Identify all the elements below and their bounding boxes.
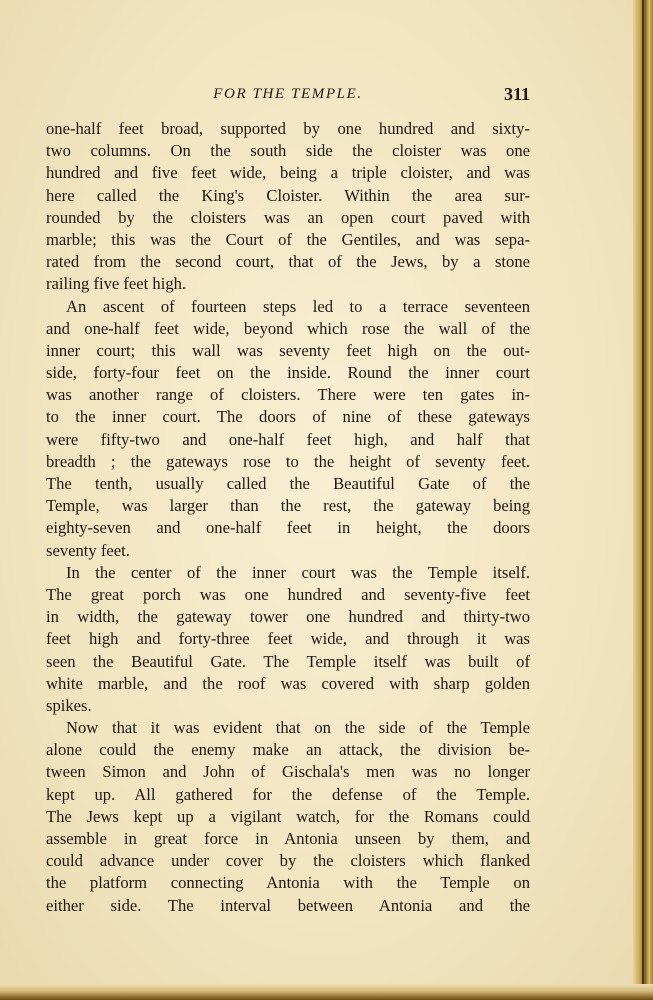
page-number: 311 xyxy=(503,84,530,104)
text-line: seen the Beautiful Gate. The Temple itself was built of xyxy=(46,651,530,671)
text-line: tween Simon and John of Gischala's men was no longer xyxy=(46,762,530,782)
text-line: marble; this was the Court of the Gentiles, and was sepa- xyxy=(46,229,530,249)
text-line: side, forty-four feet on the inside. Round the inner court xyxy=(46,363,530,383)
page-bottom-edge xyxy=(0,984,653,1000)
text-line: rounded by the cloisters was an open court paved with xyxy=(46,207,530,227)
text-line: An ascent of fourteen steps led to a terrace seventeen xyxy=(66,296,530,316)
text-line: The Jews kept up a vigilant watch, for the Romans could xyxy=(46,806,530,826)
text-line: in width, the gateway tower one hundred and thirty-two xyxy=(46,607,530,627)
text-line: rated from the second court, that of the Jews, by a stone xyxy=(46,252,530,272)
text-line: white marble, and the roof was covered with sharp golden xyxy=(46,673,530,693)
text-line: either side. The interval between Antonia and the xyxy=(46,895,530,915)
body-text xyxy=(46,118,530,917)
text-line: were fifty-two and one-half feet high, and half that xyxy=(46,429,530,449)
text-line: spikes. xyxy=(46,695,92,715)
text-line: kept up. All gathered for the defense of the Temple. xyxy=(46,784,530,804)
text-line: Now that it was evident that on the side of the Temple xyxy=(66,718,530,738)
text-line: to the inner court. The doors of nine of these gateways xyxy=(46,407,530,427)
text-line: feet high and forty-three feet wide, and through it was xyxy=(46,629,530,649)
text-line: In the center of the inner court was the Temple itself. xyxy=(66,562,530,582)
text-line: The tenth, usually called the Beautiful Gate of the xyxy=(46,474,530,493)
text-line: alone could the enemy make an attack, the division be- xyxy=(46,740,530,760)
page-header xyxy=(46,86,530,112)
text-line: two columns. On the south side the cloister was one xyxy=(46,141,530,161)
text-line: and one-half feet wide, beyond which rose the wall of the xyxy=(46,318,530,338)
text-line: eighty-seven and one-half feet in height, the doors xyxy=(46,518,530,538)
text-line: the platform connecting Antonia with the Temple on xyxy=(46,873,530,893)
text-line: hundred and five feet wide, being a triple cloister, and was xyxy=(46,163,530,183)
text-line: was another range of cloisters. There were ten gates in- xyxy=(46,385,530,405)
text-line: assemble in great force in Antonia unseen by them, and xyxy=(46,829,530,848)
text-line: Temple, was larger than the rest, the gateway being xyxy=(46,496,530,516)
running-head: FOR THE TEMPLE. xyxy=(213,86,363,102)
text-line: The great porch was one hundred and seventy-five feet xyxy=(46,584,530,604)
text-line: one-half feet broad, supported by one hundred and sixty- xyxy=(46,119,530,138)
text-line: breadth ; the gateways rose to the height of seventy feet. xyxy=(46,451,530,471)
text-line: here called the King's Cloister. Within the area sur- xyxy=(46,185,530,205)
spine-shadow-line xyxy=(642,0,644,1000)
text-line: railing five feet high. xyxy=(46,274,187,294)
text-line: could advance under cover by the cloisters which flanked xyxy=(46,851,530,871)
text-line: seventy feet. xyxy=(46,540,130,560)
text-line: inner court; this wall was seventy feet high on the out- xyxy=(46,340,530,360)
